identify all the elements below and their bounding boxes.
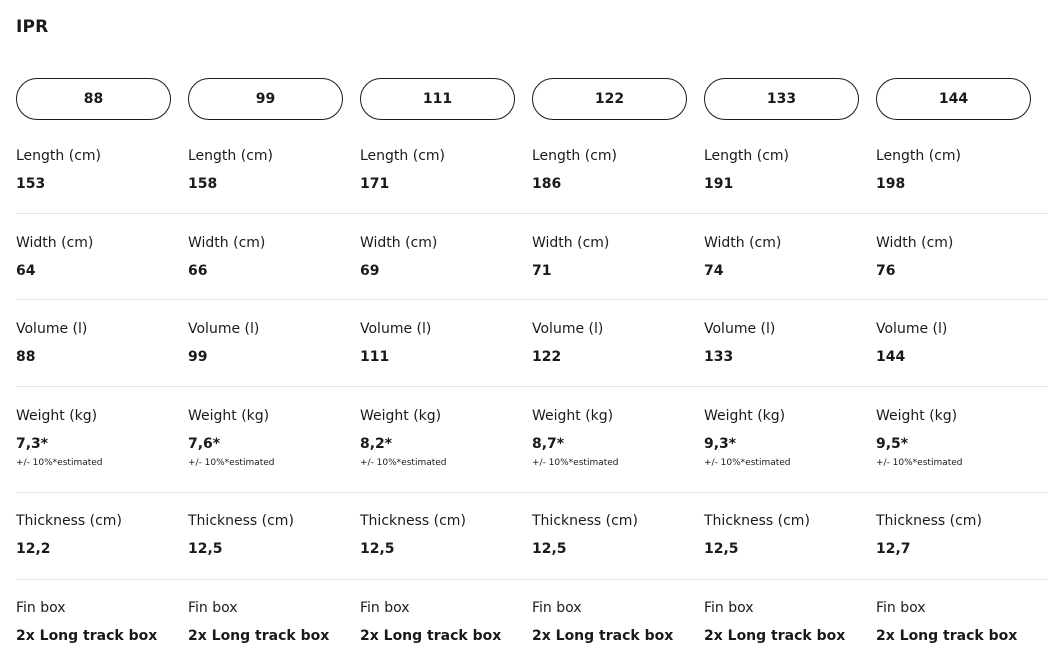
spec-label: Length (cm) (16, 148, 101, 164)
spec-note: +/- 10%*estimated (876, 458, 963, 468)
spec-label: Thickness (cm) (188, 513, 294, 529)
spec-note: +/- 10%*estimated (532, 458, 619, 468)
spec-cell (16, 233, 188, 281)
spec-cell (532, 598, 704, 646)
row-divider (16, 299, 1048, 300)
spec-value: 12,5 (532, 541, 567, 557)
spec-cell (532, 406, 704, 468)
size-selector (16, 78, 1048, 120)
spec-value: 74 (704, 263, 724, 279)
spec-value: 153 (16, 176, 46, 192)
spec-value: 198 (876, 176, 906, 192)
spec-value: 9,5* (876, 436, 909, 452)
spec-cell (876, 319, 1048, 367)
spec-cell (704, 233, 876, 281)
spec-cell (704, 406, 876, 468)
size-pill-111[interactable]: 111 (360, 78, 515, 120)
spec-value: 8,7* (532, 436, 565, 452)
spec-value: 7,6* (188, 436, 221, 452)
spec-label: Width (cm) (532, 235, 610, 251)
spec-value: 158 (188, 176, 218, 192)
spec-cell (16, 319, 188, 367)
spec-label: Width (cm) (876, 235, 954, 251)
spec-value: 64 (16, 263, 36, 279)
spec-label: Width (cm) (188, 235, 266, 251)
spec-value: 133 (704, 349, 734, 365)
spec-label: Volume (l) (16, 321, 88, 337)
spec-value: 99 (188, 349, 208, 365)
spec-label: Thickness (cm) (704, 513, 810, 529)
size-pill-133[interactable]: 133 (704, 78, 859, 120)
spec-label: Length (cm) (532, 148, 617, 164)
spec-cell (188, 146, 360, 194)
spec-label: Length (cm) (360, 148, 445, 164)
spec-label: Fin box (16, 600, 66, 616)
spec-value: 8,2* (360, 436, 393, 452)
spec-label: Volume (l) (360, 321, 432, 337)
spec-cell (188, 233, 360, 281)
spec-label: Width (cm) (16, 235, 94, 251)
spec-label: Width (cm) (360, 235, 438, 251)
spec-value: 76 (876, 263, 896, 279)
spec-value: 2x Long track box (360, 628, 502, 644)
spec-cell (360, 319, 532, 367)
spec-label: Fin box (360, 600, 410, 616)
spec-cell (532, 233, 704, 281)
spec-value: 7,3* (16, 436, 49, 452)
spec-value: 12,5 (188, 541, 223, 557)
spec-value: 66 (188, 263, 208, 279)
spec-note: +/- 10%*estimated (188, 458, 275, 468)
spec-value: 12,7 (876, 541, 911, 557)
spec-cell (360, 406, 532, 468)
size-pill-144[interactable]: 144 (876, 78, 1031, 120)
spec-label: Volume (l) (876, 321, 948, 337)
spec-label: Weight (kg) (704, 408, 786, 424)
size-pill-88[interactable]: 88 (16, 78, 171, 120)
spec-label: Thickness (cm) (16, 513, 122, 529)
spec-label: Weight (kg) (16, 408, 98, 424)
spec-label: Fin box (704, 600, 754, 616)
spec-label: Volume (l) (188, 321, 260, 337)
size-pill-122[interactable]: 122 (532, 78, 687, 120)
spec-cell (704, 319, 876, 367)
spec-value: 12,2 (16, 541, 51, 557)
spec-value: 2x Long track box (704, 628, 846, 644)
spec-label: Fin box (876, 600, 926, 616)
size-pill-99[interactable]: 99 (188, 78, 343, 120)
spec-label: Weight (kg) (188, 408, 270, 424)
spec-label: Thickness (cm) (876, 513, 982, 529)
spec-cell (704, 598, 876, 646)
spec-cell (532, 146, 704, 194)
spec-label: Thickness (cm) (360, 513, 466, 529)
spec-cell (532, 319, 704, 367)
spec-label: Fin box (188, 600, 238, 616)
spec-value: 12,5 (704, 541, 739, 557)
spec-note: +/- 10%*estimated (16, 458, 103, 468)
spec-label: Weight (kg) (360, 408, 442, 424)
spec-label: Weight (kg) (532, 408, 614, 424)
spec-value: 2x Long track box (188, 628, 330, 644)
spec-value: 2x Long track box (876, 628, 1018, 644)
spec-cell (360, 511, 532, 559)
spec-cell (360, 146, 532, 194)
spec-cell (532, 511, 704, 559)
spec-cell (16, 511, 188, 559)
spec-cell (704, 511, 876, 559)
spec-cell (16, 406, 188, 468)
spec-label: Volume (l) (532, 321, 604, 337)
spec-cell (188, 598, 360, 646)
spec-value: 191 (704, 176, 734, 192)
row-divider (16, 386, 1048, 387)
spec-label: Fin box (532, 600, 582, 616)
spec-label: Volume (l) (704, 321, 776, 337)
spec-value: 2x Long track box (16, 628, 158, 644)
spec-cell (16, 598, 188, 646)
spec-value: 111 (360, 349, 390, 365)
spec-cell (360, 233, 532, 281)
spec-value: 88 (16, 349, 36, 365)
spec-cell (188, 406, 360, 468)
spec-label: Length (cm) (704, 148, 789, 164)
spec-cell (188, 511, 360, 559)
page-title: IPR (16, 17, 49, 37)
spec-cell (876, 146, 1048, 194)
spec-cell (876, 598, 1048, 646)
spec-value: 144 (876, 349, 906, 365)
spec-cell (16, 146, 188, 194)
spec-value: 9,3* (704, 436, 737, 452)
spec-value: 12,5 (360, 541, 395, 557)
spec-label: Thickness (cm) (532, 513, 638, 529)
spec-cell (876, 511, 1048, 559)
spec-cell (704, 146, 876, 194)
spec-value: 186 (532, 176, 562, 192)
spec-label: Length (cm) (876, 148, 961, 164)
spec-note: +/- 10%*estimated (704, 458, 791, 468)
row-divider (16, 213, 1048, 214)
spec-value: 122 (532, 349, 562, 365)
spec-cell (876, 233, 1048, 281)
spec-label: Width (cm) (704, 235, 782, 251)
spec-value: 2x Long track box (532, 628, 674, 644)
spec-label: Length (cm) (188, 148, 273, 164)
spec-cell (188, 319, 360, 367)
spec-cell (360, 598, 532, 646)
row-divider (16, 579, 1048, 580)
spec-label: Weight (kg) (876, 408, 958, 424)
spec-cell (876, 406, 1048, 468)
spec-value: 171 (360, 176, 390, 192)
spec-note: +/- 10%*estimated (360, 458, 447, 468)
spec-value: 69 (360, 263, 380, 279)
spec-value: 71 (532, 263, 552, 279)
row-divider (16, 492, 1048, 493)
